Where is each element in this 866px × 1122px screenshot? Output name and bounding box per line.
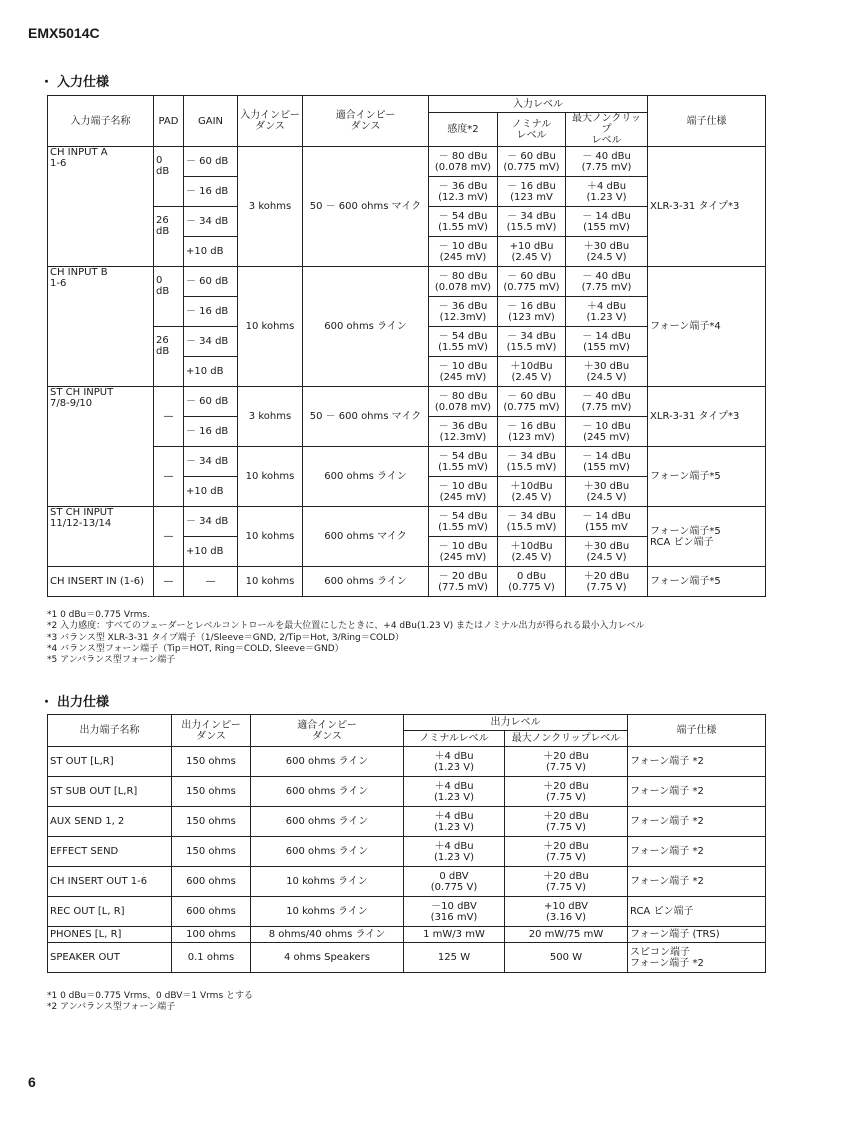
output-row: [48, 943, 766, 973]
sensitivity-cell: － 54 dBu (1.55 mV): [429, 207, 498, 237]
max-level-cell: － 40 dBu (7.75 mV): [566, 147, 648, 177]
gain-cell: － 60 dB: [184, 267, 238, 297]
nominal-level-cell: － 16 dBu (123 mV: [498, 177, 566, 207]
max-level-cell: － 14 dBu (155 mV: [566, 507, 648, 537]
nominal-level-cell: － 60 dBu (0.775 mV): [498, 387, 566, 417]
input-header-sens: 感度*2: [429, 113, 498, 147]
output-header-nominal: ノミナルレベル: [404, 731, 505, 747]
output-suitable-cell: 600 ohms ライン: [251, 747, 404, 777]
input-header-suitable: 適合インピー ダンス: [303, 96, 429, 147]
input-name-cell: ST CH INPUT 11/12-13/14: [48, 507, 154, 567]
input-name-cell: ST CH INPUT 7/8-9/10: [48, 387, 154, 507]
gain-cell: +10 dB: [184, 357, 238, 387]
output-nominal-cell: ＋4 dBu (1.23 V): [404, 777, 505, 807]
output-name-cell: ST OUT [L,R]: [48, 747, 172, 777]
output-connector-cell: フォーン端子 *2: [628, 807, 766, 837]
max-level-cell: － 40 dBu (7.75 mV): [566, 387, 648, 417]
connector-cell: フォーン端子*4: [648, 267, 766, 387]
input-header-name: 入力端子名称: [48, 96, 154, 147]
output-max-cell: 500 W: [505, 943, 628, 973]
output-impedance-cell: 600 ohms: [172, 867, 251, 897]
input-note: *2 入力感度：すべてのフェーダーとレベルコントロールを最大位置にしたときに、+4 dBu(1.23 V) またはノミナル出力が得られる最小入力レベル: [47, 621, 645, 632]
input-header-level: 入力レベル: [429, 96, 648, 113]
gain-cell: － 34 dB: [184, 507, 238, 537]
connector-cell: フォーン端子*5: [648, 567, 766, 597]
output-name-cell: PHONES [L, R]: [48, 927, 172, 943]
output-row: [48, 897, 766, 927]
input-row: [48, 507, 766, 537]
input-row: [48, 447, 766, 477]
output-connector-cell: フォーン端子 *2: [628, 777, 766, 807]
output-suitable-cell: 8 ohms/40 ohms ライン: [251, 927, 404, 943]
nominal-level-cell: ＋10dBu (2.45 V): [498, 477, 566, 507]
gain-cell: － 16 dB: [184, 417, 238, 447]
impedance-cell: 10 kohms: [238, 567, 303, 597]
output-name-cell: ST SUB OUT [L,R]: [48, 777, 172, 807]
output-max-cell: ＋20 dBu (7.75 V): [505, 747, 628, 777]
output-max-cell: ＋20 dBu (7.75 V): [505, 837, 628, 867]
pad-cell: 26 dB: [154, 207, 184, 267]
output-impedance-cell: 150 ohms: [172, 747, 251, 777]
suitable-cell: 50 － 600 ohms マイク: [303, 147, 429, 267]
output-nominal-cell: 1 mW/3 mW: [404, 927, 505, 943]
max-level-cell: ＋4 dBu (1.23 V): [566, 297, 648, 327]
sensitivity-cell: － 80 dBu (0.078 mV): [429, 147, 498, 177]
output-connector-cell: フォーン端子 (TRS): [628, 927, 766, 943]
output-suitable-cell: 600 ohms ライン: [251, 777, 404, 807]
output-header-connector: 端子仕様: [628, 715, 766, 747]
output-notes: [47, 991, 253, 1014]
connector-cell: XLR-3-31 タイプ*3: [648, 147, 766, 267]
output-row: [48, 837, 766, 867]
output-nominal-cell: ＋4 dBu (1.23 V): [404, 807, 505, 837]
output-connector-cell: フォーン端子 *2: [628, 837, 766, 867]
input-header-max: 最大ノンクリップ レベル: [566, 113, 648, 147]
output-row: [48, 747, 766, 777]
output-row: [48, 777, 766, 807]
gain-cell: － 60 dB: [184, 147, 238, 177]
sensitivity-cell: － 54 dBu (1.55 mV): [429, 507, 498, 537]
output-spec-table: [47, 714, 766, 973]
suitable-cell: 600 ohms ライン: [303, 567, 429, 597]
max-level-cell: ＋30 dBu (24.5 V): [566, 477, 648, 507]
nominal-level-cell: － 60 dBu (0.775 mV): [498, 147, 566, 177]
nominal-level-cell: ＋10dBu (2.45 V): [498, 357, 566, 387]
page-number: 6: [28, 1074, 36, 1090]
output-connector-cell: フォーン端子 *2: [628, 867, 766, 897]
output-impedance-cell: 150 ohms: [172, 807, 251, 837]
output-nominal-cell: ＋4 dBu (1.23 V): [404, 837, 505, 867]
output-name-cell: CH INSERT OUT 1-6: [48, 867, 172, 897]
output-nominal-cell: －10 dBV (316 mV): [404, 897, 505, 927]
connector-cell: フォーン端子*5 RCA ピン端子: [648, 507, 766, 567]
sensitivity-cell: － 20 dBu (77.5 mV): [429, 567, 498, 597]
output-impedance-cell: 100 ohms: [172, 927, 251, 943]
output-max-cell: ＋20 dBu (7.75 V): [505, 807, 628, 837]
output-row: [48, 807, 766, 837]
input-name-cell: CH INSERT IN (1-6): [48, 567, 154, 597]
output-max-cell: ＋20 dBu (7.75 V): [505, 867, 628, 897]
input-row: [48, 147, 766, 177]
output-impedance-cell: 600 ohms: [172, 897, 251, 927]
impedance-cell: 10 kohms: [238, 507, 303, 567]
gain-cell: － 16 dB: [184, 297, 238, 327]
output-row: [48, 927, 766, 943]
nominal-level-cell: +10 dBu (2.45 V): [498, 237, 566, 267]
output-name-cell: SPEAKER OUT: [48, 943, 172, 973]
pad-cell: —: [154, 567, 184, 597]
output-spec-title-text: 出力仕様: [57, 695, 110, 710]
impedance-cell: 3 kohms: [238, 147, 303, 267]
nominal-level-cell: － 60 dBu (0.775 mV): [498, 267, 566, 297]
input-row: [48, 387, 766, 417]
output-suitable-cell: 600 ohms ライン: [251, 837, 404, 867]
output-suitable-cell: 4 ohms Speakers: [251, 943, 404, 973]
output-spec-title: ・ 出力仕様: [40, 695, 110, 710]
input-note: *1 0 dBu＝0.775 Vrms.: [47, 610, 150, 620]
pad-cell: 0 dB: [154, 147, 184, 207]
gain-cell: － 60 dB: [184, 387, 238, 417]
pad-cell: —: [154, 507, 184, 567]
output-connector-cell: RCA ピン端子: [628, 897, 766, 927]
output-header-name: 出力端子名称: [48, 715, 172, 747]
gain-cell: － 34 dB: [184, 447, 238, 477]
max-level-cell: － 14 dBu (155 mV): [566, 207, 648, 237]
output-max-cell: +10 dBV (3.16 V): [505, 897, 628, 927]
nominal-level-cell: － 34 dBu (15.5 mV): [498, 507, 566, 537]
nominal-level-cell: － 16 dBu (123 mV): [498, 297, 566, 327]
sensitivity-cell: － 54 dBu (1.55 mV): [429, 327, 498, 357]
suitable-cell: 50 － 600 ohms マイク: [303, 387, 429, 447]
sensitivity-cell: － 36 dBu (12.3mV): [429, 297, 498, 327]
connector-cell: フォーン端子*5: [648, 447, 766, 507]
model-name: EMX5014C: [28, 25, 100, 41]
suitable-cell: 600 ohms ライン: [303, 267, 429, 387]
input-row: [48, 267, 766, 297]
impedance-cell: 10 kohms: [238, 267, 303, 387]
nominal-level-cell: － 34 dBu (15.5 mV): [498, 327, 566, 357]
sensitivity-cell: － 10 dBu (245 mV): [429, 357, 498, 387]
output-nominal-cell: ＋4 dBu (1.23 V): [404, 747, 505, 777]
max-level-cell: ＋30 dBu (24.5 V): [566, 237, 648, 267]
input-note: *5 アンバランス型フォーン端子: [47, 655, 176, 666]
input-header-connector: 端子仕様: [648, 96, 766, 147]
sensitivity-cell: － 80 dBu (0.078 mV): [429, 267, 498, 297]
sensitivity-cell: － 10 dBu (245 mV): [429, 477, 498, 507]
sensitivity-cell: － 10 dBu (245 mV): [429, 537, 498, 567]
output-suitable-cell: 10 kohms ライン: [251, 897, 404, 927]
max-level-cell: ＋4 dBu (1.23 V): [566, 177, 648, 207]
gain-cell: +10 dB: [184, 537, 238, 567]
gain-cell: +10 dB: [184, 237, 238, 267]
nominal-level-cell: － 34 dBu (15.5 mV): [498, 447, 566, 477]
output-header-max: 最大ノンクリップレベル: [505, 731, 628, 747]
output-suitable-cell: 10 kohms ライン: [251, 867, 404, 897]
max-level-cell: － 14 dBu (155 mV): [566, 327, 648, 357]
nominal-level-cell: ＋10dBu (2.45 V): [498, 537, 566, 567]
max-level-cell: ＋30 dBu (24.5 V): [566, 357, 648, 387]
impedance-cell: 10 kohms: [238, 447, 303, 507]
output-nominal-cell: 0 dBV (0.775 V): [404, 867, 505, 897]
output-connector-cell: スピコン端子 フォーン端子 *2: [628, 943, 766, 973]
output-header-suitable: 適合インピー ダンス: [251, 715, 404, 747]
input-row: [48, 567, 766, 597]
gain-cell: － 16 dB: [184, 177, 238, 207]
input-spec-table: [47, 95, 766, 597]
nominal-level-cell: 0 dBu (0.775 V): [498, 567, 566, 597]
input-note: *4 バランス型フォーン端子（Tip＝HOT, Ring＝COLD, Sleeve＝GND）: [47, 643, 344, 654]
output-header-impedance: 出力インピー ダンス: [172, 715, 251, 747]
output-name-cell: AUX SEND 1, 2: [48, 807, 172, 837]
suitable-cell: 600 ohms ライン: [303, 447, 429, 507]
nominal-level-cell: － 34 dBu (15.5 mV): [498, 207, 566, 237]
output-note: *1 0 dBu＝0.775 Vrms、0 dBV＝1 Vrms とする: [47, 991, 254, 1001]
pad-cell: 26 dB: [154, 327, 184, 387]
input-header-nominal: ノミナル レベル: [498, 113, 566, 147]
gain-cell: － 34 dB: [184, 327, 238, 357]
sensitivity-cell: － 36 dBu (12.3mV): [429, 417, 498, 447]
output-nominal-cell: 125 W: [404, 943, 505, 973]
max-level-cell: ＋20 dBu (7.75 V): [566, 567, 648, 597]
input-header-impedance: 入力インピー ダンス: [238, 96, 303, 147]
sensitivity-cell: － 36 dBu (12.3 mV): [429, 177, 498, 207]
input-spec-title: ・ 入力仕様: [40, 75, 110, 90]
output-name-cell: REC OUT [L, R]: [48, 897, 172, 927]
pad-cell: —: [154, 447, 184, 507]
suitable-cell: 600 ohms マイク: [303, 507, 429, 567]
input-spec-title-text: 入力仕様: [57, 75, 110, 90]
sensitivity-cell: － 80 dBu (0.078 mV): [429, 387, 498, 417]
output-suitable-cell: 600 ohms ライン: [251, 807, 404, 837]
pad-cell: 0 dB: [154, 267, 184, 327]
output-name-cell: EFFECT SEND: [48, 837, 172, 867]
input-header-pad: PAD: [154, 96, 184, 147]
input-note: *3 バランス型 XLR-3-31 タイプ端子（1/Sleeve＝GND, 2/Tip＝Hot, 3/Ring＝COLD）: [47, 632, 405, 643]
sensitivity-cell: － 54 dBu (1.55 mV): [429, 447, 498, 477]
input-name-cell: CH INPUT B 1-6: [48, 267, 154, 387]
sensitivity-cell: － 10 dBu (245 mV): [429, 237, 498, 267]
max-level-cell: － 14 dBu (155 mV): [566, 447, 648, 477]
impedance-cell: 3 kohms: [238, 387, 303, 447]
input-name-cell: CH INPUT A 1-6: [48, 147, 154, 267]
output-header-level: 出力レベル: [404, 715, 628, 731]
input-header-gain: GAIN: [184, 96, 238, 147]
output-impedance-cell: 150 ohms: [172, 777, 251, 807]
output-impedance-cell: 0.1 ohms: [172, 943, 251, 973]
connector-cell: XLR-3-31 タイプ*3: [648, 387, 766, 447]
max-level-cell: ＋30 dBu (24.5 V): [566, 537, 648, 567]
output-impedance-cell: 150 ohms: [172, 837, 251, 867]
input-notes: [47, 610, 645, 666]
gain-cell: － 34 dB: [184, 207, 238, 237]
gain-cell: +10 dB: [184, 477, 238, 507]
gain-cell: —: [184, 567, 238, 597]
output-max-cell: ＋20 dBu (7.75 V): [505, 777, 628, 807]
output-max-cell: 20 mW/75 mW: [505, 927, 628, 943]
output-note: *2 アンバランス型フォーン端子: [47, 1002, 176, 1013]
output-row: [48, 867, 766, 897]
max-level-cell: － 10 dBu (245 mV): [566, 417, 648, 447]
nominal-level-cell: － 16 dBu (123 mV): [498, 417, 566, 447]
output-connector-cell: フォーン端子 *2: [628, 747, 766, 777]
pad-cell: —: [154, 387, 184, 447]
max-level-cell: － 40 dBu (7.75 mV): [566, 267, 648, 297]
